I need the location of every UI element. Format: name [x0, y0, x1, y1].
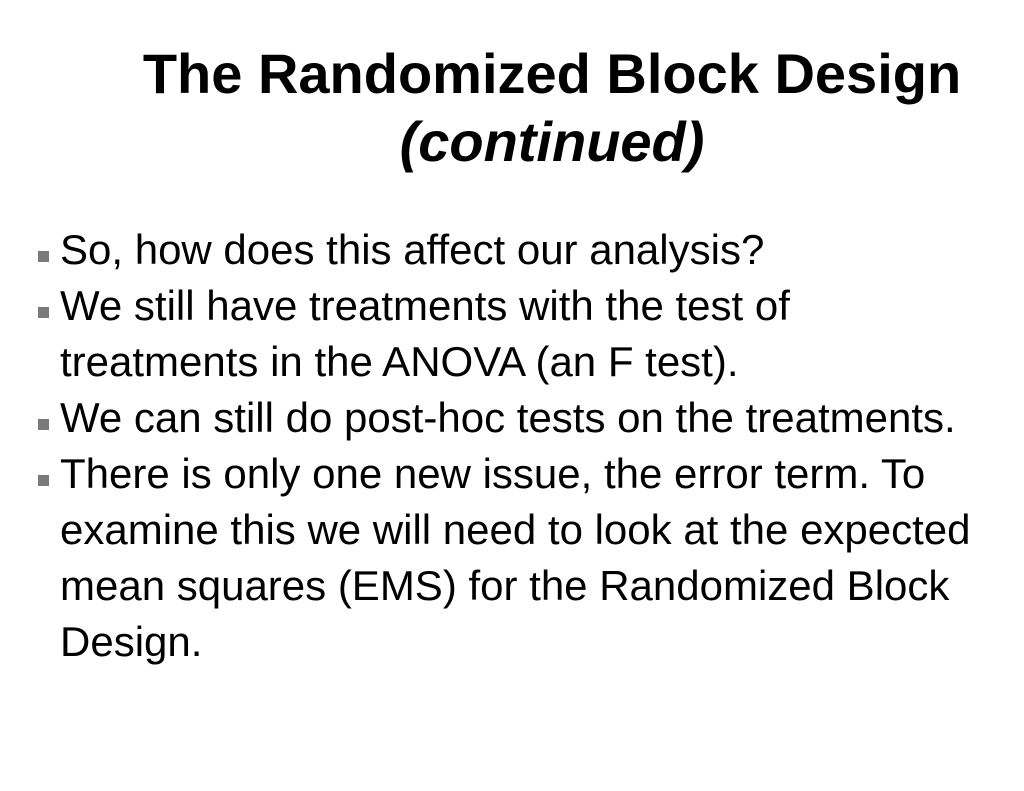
bullet-text-line: treatments in the ANOVA (an F test). [60, 338, 739, 385]
square-bullet-icon [38, 419, 49, 430]
square-bullet-icon [38, 307, 49, 318]
bullet-item [36, 222, 1024, 278]
bullet-list [36, 222, 1024, 670]
bullet-item [36, 446, 1024, 670]
bullet-item [36, 278, 1024, 390]
bullet-text-line: We still have treatments with the test of [60, 282, 790, 329]
square-bullet-icon [38, 251, 49, 262]
bullet-text-line: There is only one new issue, the error term. To [60, 450, 926, 497]
bullet-text-line: examine this we will need to look at the expected [60, 506, 971, 553]
square-bullet-icon [38, 475, 49, 486]
slide-title [80, 40, 1024, 176]
bullet-text-line: So, how does this affect our analysis? [60, 226, 765, 273]
bullet-text-line: Design. [60, 618, 203, 665]
title-subtitle: (continued) [399, 110, 705, 173]
bullet-text-line: We can still do post-hoc tests on the treatments. [60, 394, 956, 441]
bullet-text-line: mean squares (EMS) for the Randomized Block [60, 562, 950, 609]
title-main: The Randomized Block Design [142, 42, 962, 105]
bullet-item [36, 390, 1024, 446]
